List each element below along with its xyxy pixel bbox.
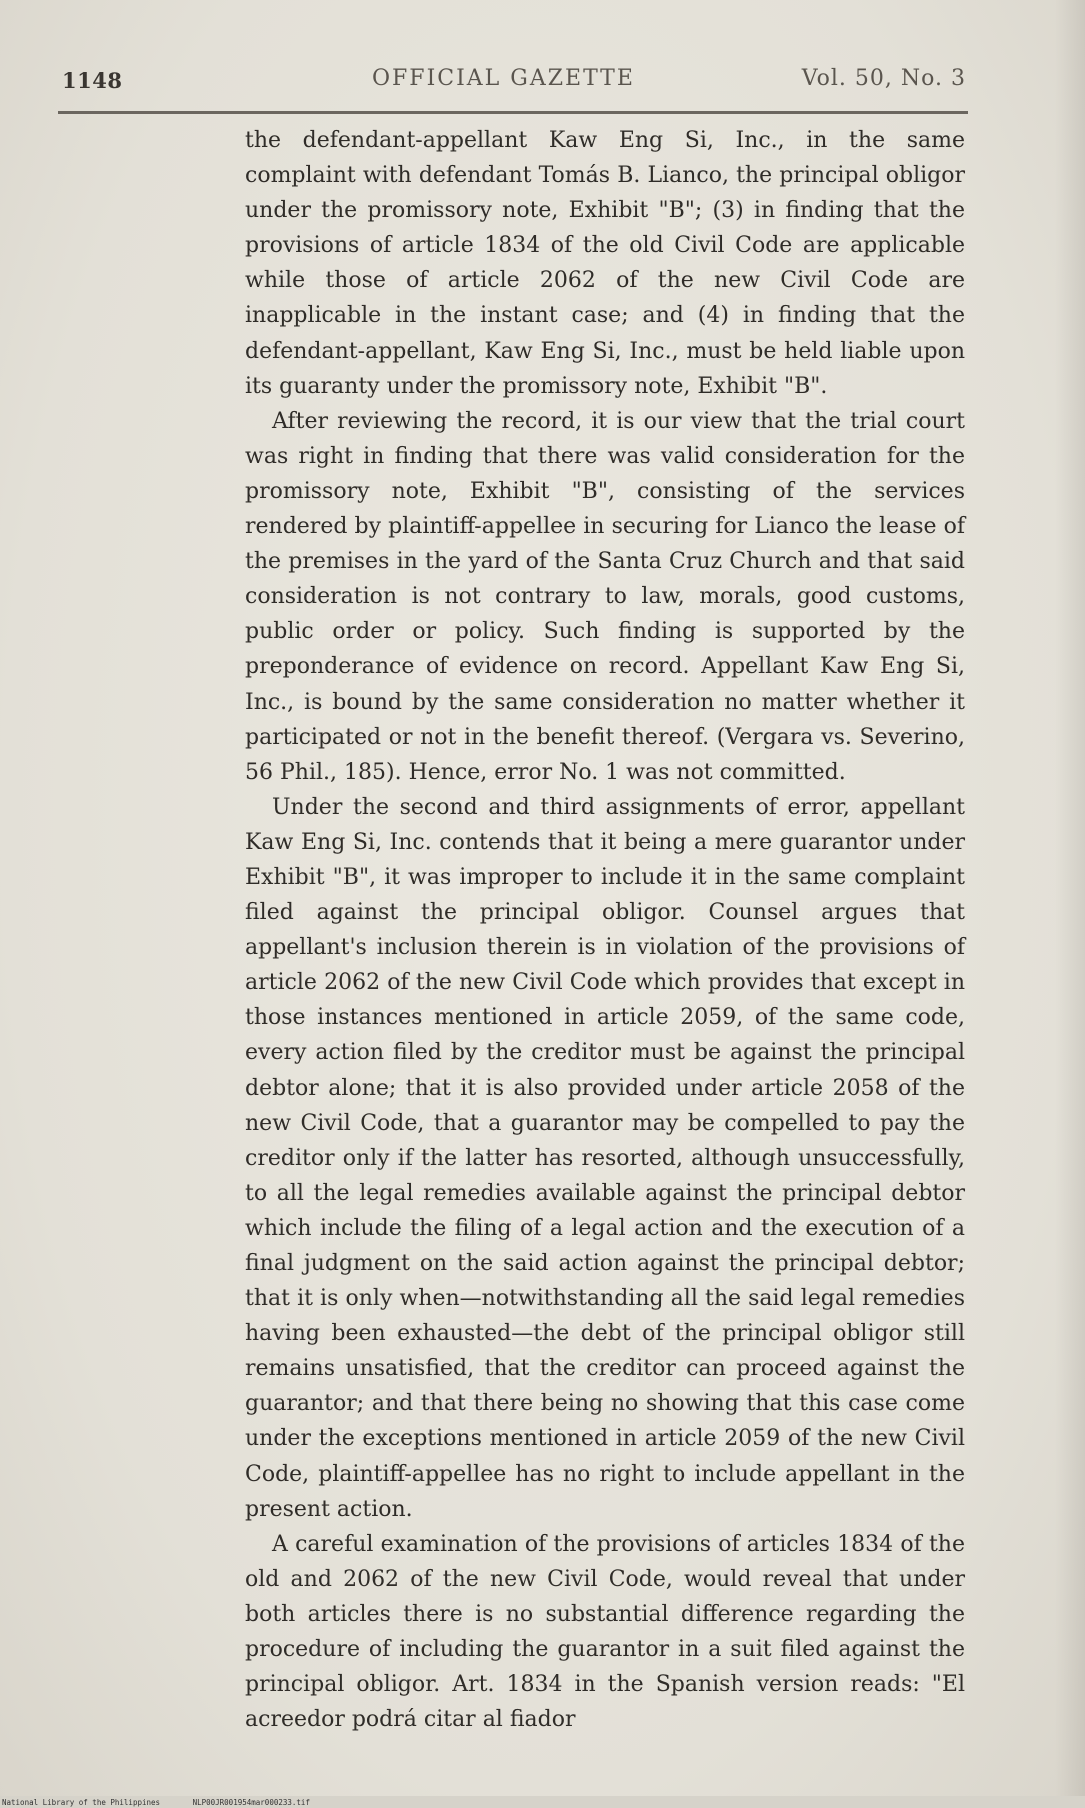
scan-footer (2, 1797, 422, 1808)
publication-title: OFFICIAL GAZETTE (372, 66, 635, 91)
paragraph-continuation: the defendant-appellant Kaw Eng Si, Inc., in the same complaint with defendant Tomás B. Lianco, the principal obligor under the promissory note, Exhibit "B"; (3) in finding that the provisions of article 1834 of the old Civil Code are applicable while those of article 2062 of the new Civil Code are inapplicable in the instant case; and (4) in finding that the defendant-appellant, Kaw Eng Si, Inc., must be held liable upon its guaranty under the promissory note, Exhibit "B". (245, 128, 965, 399)
paragraph: Under the second and third assignments of error, appellant Kaw Eng Si, Inc. contends that it being a mere guarantor under Exhibit "B", it was improper to include it in the same complaint filed against the principal obligor. Counsel argues that appellant's inclusion therein is in violation of the provisions of article 2062 of the new Civil Code which provides that except in those instances mentioned in article 2059, of the same code, every action filed by the creditor must be against the principal debtor alone; that it is also provided under article 2058 of the new Civil Code, that a guarantor may be compelled to pay the creditor only if the latter has resorted, although unsuccessfully, to all the legal remedies available against the principal debtor which include the filing of a legal action and the execution of a final judgment on the said action against the principal debtor; that it is only when—notwithstanding all the said legal remedies having been exhausted—the debt of the principal obligor still remains unsatisfied, that the creditor can proceed against the guarantor; and that there being no showing that this case come under the exceptions mentioned in article 2059 of the new Civil Code, plaintiff-appellee has no right to include appellant in the present action. (245, 794, 965, 1522)
library-credit: National Library of the Philippines (2, 1798, 161, 1807)
running-header (58, 62, 966, 102)
volume-issue: Vol. 50, No. 3 (801, 66, 966, 91)
paragraph: After reviewing the record, it is our view that the trial court was right in finding that there was valid consideration for the promissory note, Exhibit "B", consisting of the services rendered by plaintiff-appellee in securing for Lianco the lease of the premises in the yard of the Santa Cruz Church and that said consideration is not contrary to law, morals, good customs, public order or policy. Such finding is supported by the preponderance of evidence on record. Appellant Kaw Eng Si, Inc., is bound by the same consideration no matter whether it participated or not in the benefit thereof. (Vergara vs. Severino, 56 Phil., 185). Hence, error No. 1 was not committed. (245, 408, 965, 785)
body-text-column (245, 123, 965, 1737)
header-rule (58, 111, 968, 114)
page-number: 1148 (62, 68, 123, 93)
paragraph: A careful examination of the provisions of articles 1834 of the old and 2062 of the new Civil Code, would reveal that under both articles there is no substantial difference regarding the procedure of including the guarantor in a suit filed against the principal obligor. Art. 1834 in the Spanish version reads: "El acreedor podrá citar al fiador (245, 1531, 965, 1733)
file-reference: NLP00JR001954mar000233.tif (192, 1798, 310, 1807)
page-edge-shadow (1055, 0, 1085, 1808)
